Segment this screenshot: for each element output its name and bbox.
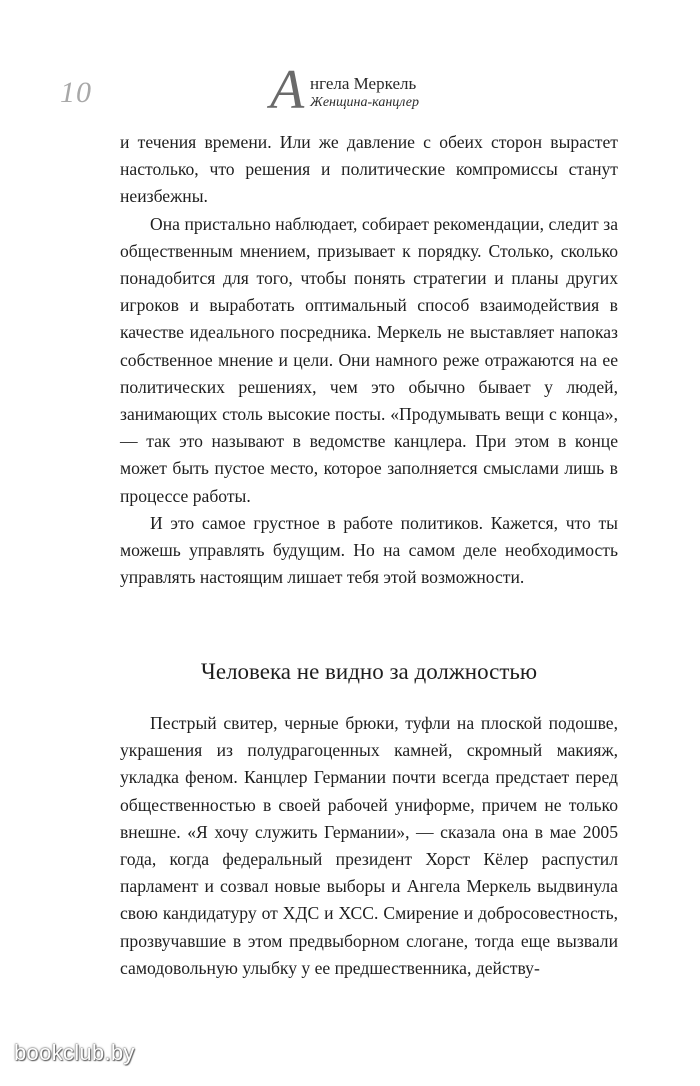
body-text-bottom — [120, 710, 618, 982]
running-title-subtitle: Женщина-канцлер — [310, 95, 419, 110]
paragraph: Пестрый свитер, черные брюки, туфли на плоской подошве, украшения из полудрагоценных камней, скромный макияж, укладка феном. Канцлер Германии почти всегда предстает перед общественностью в своей рабочей униформе, причем не только внешне. «Я хочу служить Германии», — сказала она в мае 2005 года, когда федеральный президент Хорст Кёлер распустил парламент и созвал новые выборы и Ангела Меркель выдвинула свою кандидатуру от ХДС и ХСС. Смирение и добросовестность, прозвучавшие в этом предвыборном слогане, тогда еще вызвали самодовольную улыбку у ее предшественника, действу- — [120, 713, 618, 978]
paragraph: И это самое грустное в работе политиков. Кажется, что ты можешь управлять будущим. Но на самом деле необходимость управлять настоящим лишает тебя этой возможности. — [120, 512, 618, 588]
page-number: 10 — [60, 76, 92, 109]
section-heading: Человека не видно за должностью — [200, 659, 538, 684]
running-title-author: нгела Меркель — [310, 74, 417, 93]
running-title-initial: А — [270, 59, 305, 121]
body-text-top — [120, 129, 618, 591]
paragraph: Она пристально наблюдает, собирает рекомендации, следит за общественным мнением, призывает к порядку. Столько, сколько понадобится для того, чтобы понять стратегии и планы других игроков и выработать оптимальный способ взаимодействия в качестве идеального посредника. Меркель не выставляет напоказ собственное мнение и цели. Они намного реже отражаются на ее политических решениях, чем это обычно бывает у людей, занимающих столь высокие посты. «Продумывать вещи с конца», — так это называют в ведомстве канцлера. При этом в конце может быть пустое место, которое заполняется смыслами лишь в процессе работы. — [120, 213, 618, 506]
paragraph: и течения времени. Или же давление с обеих сторон вырастет настолько, что решения и политические компромиссы станут неизбежны. — [120, 132, 618, 207]
running-header — [0, 58, 700, 121]
running-title — [270, 59, 460, 121]
watermark: bookclub.by — [14, 1040, 135, 1065]
